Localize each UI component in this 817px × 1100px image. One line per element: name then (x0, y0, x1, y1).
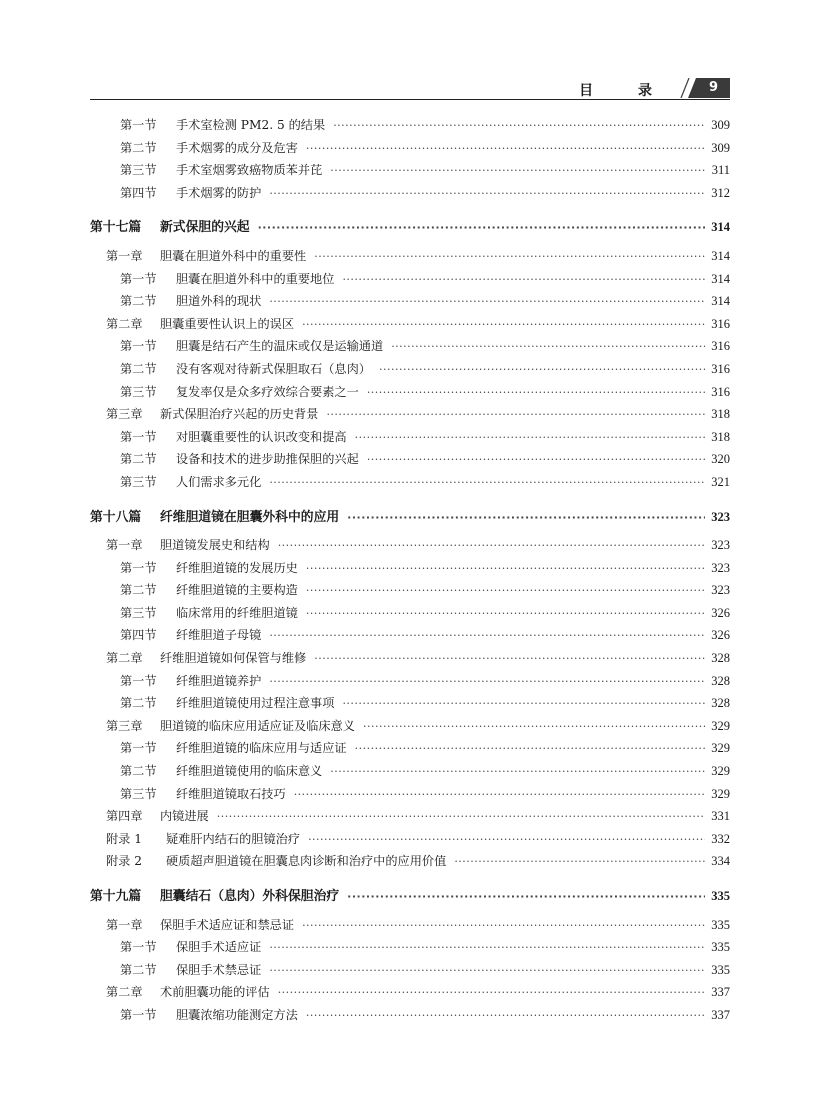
toc-section-entry[interactable] (90, 114, 730, 137)
toc-entry-page: 323 (711, 538, 730, 553)
toc-entry-number: 第一节 (120, 940, 157, 955)
page-number: 9 (708, 80, 718, 95)
toc-entry-page: 323 (711, 509, 730, 524)
toc-entry-title: 纤维胆道镜的发展历史 (176, 560, 298, 575)
toc-entry-label (106, 981, 270, 1004)
toc-entry-page: 323 (711, 560, 730, 575)
toc-entry-page: 314 (711, 220, 730, 235)
toc-entry-title: 保胆手术适应证和禁忌证 (160, 917, 295, 932)
toc-entry-title: 疑难肝内结石的胆镜治疗 (166, 831, 301, 846)
toc-entry-page: 314 (711, 248, 730, 263)
toc-entry-page: 328 (711, 673, 730, 688)
toc-entry-title: 胆道镜的临床应用适应证及临床意义 (160, 718, 355, 733)
toc-entry-number: 第一章 (106, 248, 143, 263)
toc-entry-label (120, 268, 334, 291)
dot-leader (269, 960, 705, 983)
toc-section-entry[interactable] (90, 426, 730, 449)
dot-leader (306, 1005, 705, 1028)
toc-entry-page: 323 (711, 583, 730, 598)
toc-entry-title: 新式保胆的兴起 (160, 220, 250, 236)
toc-entry-label (120, 159, 322, 182)
dot-leader (326, 404, 705, 427)
toc-entry-page: 328 (711, 651, 730, 666)
toc-entry-number: 第一节 (120, 118, 157, 132)
dot-leader (269, 625, 705, 648)
toc-section-entry[interactable] (90, 137, 730, 160)
toc-entry-label (106, 715, 355, 738)
toc-entry-label (106, 403, 318, 426)
toc-entry-page: 320 (711, 452, 730, 467)
toc-entry-number: 第二节 (120, 452, 157, 467)
toc-part-entry[interactable] (90, 506, 730, 529)
toc-entry-number: 第一节 (120, 741, 157, 756)
toc-entry-title: 硬质超声胆道镜在胆囊息肉诊断和治疗中的应用价值 (166, 854, 447, 869)
toc-entry-label (120, 557, 298, 580)
dot-leader (294, 784, 706, 807)
toc-section-entry[interactable] (90, 290, 730, 313)
toc-entry-number: 第二节 (120, 294, 157, 309)
toc-entry-number: 第一节 (120, 429, 157, 444)
toc-section-entry[interactable] (90, 783, 730, 806)
page-number-tab (678, 78, 730, 98)
toc-entry-label (120, 624, 261, 647)
toc-entry-page: 329 (711, 741, 730, 756)
toc-entry-number: 附录 2 (106, 854, 143, 869)
toc-chapter-entry[interactable] (90, 647, 730, 670)
dot-leader (342, 269, 705, 292)
toc-entry-title: 纤维胆道子母镜 (176, 628, 262, 643)
toc-entry-label (120, 426, 347, 449)
toc-entry-page: 329 (711, 718, 730, 733)
toc-entry-label (120, 448, 359, 471)
toc-entry-page: 316 (711, 384, 730, 399)
toc-entry-number: 第二节 (120, 583, 157, 598)
toc-entry-label (120, 471, 261, 494)
toc-entry-label (120, 290, 261, 313)
toc-entry-title: 胆囊结石（息肉）外科保胆治疗 (160, 889, 340, 904)
page-header (90, 78, 730, 100)
toc-entry-label (106, 313, 294, 336)
dot-leader (355, 738, 706, 761)
toc-entry-page: 309 (711, 118, 730, 132)
toc-entry-page: 328 (711, 696, 730, 711)
toc-entry-page: 316 (711, 339, 730, 354)
dot-leader (278, 535, 706, 558)
toc-entry-page: 326 (711, 605, 730, 620)
toc-entry-page: 316 (711, 361, 730, 376)
toc-entry-page: 335 (711, 917, 730, 932)
toc-entry-number: 第四章 (106, 809, 143, 824)
dot-leader (302, 314, 705, 337)
toc-entry-title: 纤维胆道镜养护 (176, 673, 262, 688)
dot-leader (269, 671, 705, 694)
toc-entry-title: 没有客观对待新式保胆取石（息肉） (176, 361, 371, 376)
dot-leader (306, 580, 705, 603)
toc-entry-title: 纤维胆道镜在胆囊外科中的应用 (160, 509, 340, 525)
toc-entry-label (120, 114, 325, 137)
toc-entry-number: 第二章 (106, 985, 143, 1000)
toc-entry-number: 第一章 (106, 538, 143, 553)
toc-entry-title: 纤维胆道镜使用的临床意义 (176, 764, 323, 779)
dot-leader (347, 886, 705, 909)
dot-leader (330, 761, 705, 784)
toc-entry-number: 第二节 (120, 140, 157, 155)
dot-leader (367, 382, 705, 405)
dot-leader (314, 648, 705, 671)
toc-entry-page: 335 (711, 889, 730, 903)
toc-entry-label (120, 137, 298, 160)
toc-entry-number: 附录 1 (106, 831, 143, 846)
dot-leader (269, 183, 705, 206)
toc-entry-title: 纤维胆道镜的主要构造 (176, 583, 298, 598)
dot-leader (306, 138, 705, 161)
toc-part-entry[interactable] (90, 885, 730, 908)
toc-entry-title: 手术烟雾的防护 (176, 185, 262, 200)
toc-entry-label (106, 647, 306, 670)
toc-chapter-entry[interactable] (90, 805, 730, 828)
toc-section-entry[interactable] (90, 335, 730, 358)
toc-entry-number: 第一节 (120, 339, 157, 354)
toc-section-entry[interactable] (90, 471, 730, 494)
toc-entry-label (120, 358, 371, 381)
toc-entry-number: 第二章 (106, 316, 143, 331)
dot-leader (269, 937, 705, 960)
dot-leader (217, 806, 706, 829)
toc-entry-label (120, 335, 383, 358)
dot-leader (379, 359, 705, 382)
toc-chapter-entry[interactable] (90, 245, 730, 268)
toc-entry-label (106, 914, 294, 937)
toc-entry-page: 329 (711, 786, 730, 801)
dot-leader (308, 829, 705, 852)
toc-chapter-entry[interactable] (90, 313, 730, 336)
toc-entry-page: 314 (711, 271, 730, 286)
toc-entry-title: 胆囊浓缩功能测定方法 (176, 1007, 298, 1022)
toc-entry-number: 第四节 (120, 628, 157, 643)
toc-entry-number: 第二节 (120, 361, 157, 376)
dot-leader (391, 336, 705, 359)
toc-chapter-entry[interactable] (90, 534, 730, 557)
toc-section-entry[interactable] (90, 182, 730, 205)
toc-entry-page: 337 (711, 985, 730, 1000)
toc-entry-title: 人们需求多元化 (176, 474, 262, 489)
toc-entry-title: 纤维胆道镜如何保管与维修 (160, 651, 307, 666)
toc-entry-label (120, 182, 261, 205)
toc-section-entry[interactable] (90, 602, 730, 625)
dot-leader (269, 472, 705, 495)
toc-appendix-entry[interactable] (90, 828, 730, 851)
toc-section-entry[interactable] (90, 760, 730, 783)
toc-section-entry[interactable] (90, 268, 730, 291)
dot-leader (330, 160, 705, 183)
toc-section-entry[interactable] (90, 557, 730, 580)
toc-entry-page: 337 (711, 1007, 730, 1022)
toc-entry-label (120, 579, 298, 602)
toc-entry-title: 手术室烟雾致癌物质苯并芘 (176, 163, 323, 178)
dot-leader (342, 693, 705, 716)
toc-entry-number: 第一章 (106, 917, 143, 932)
toc-entry-page: 329 (711, 764, 730, 779)
toc-section-entry[interactable] (90, 1004, 730, 1027)
toc-entry-title: 胆囊在胆道外科中的重要地位 (176, 271, 335, 286)
toc-section-entry[interactable] (90, 358, 730, 381)
toc-entry-number: 第一节 (120, 1007, 157, 1022)
toc-entry-number: 第三章 (106, 718, 143, 733)
toc-entry-number: 第四节 (120, 185, 157, 200)
toc-entry-title: 术前胆囊功能的评估 (160, 985, 270, 1000)
dot-leader (347, 507, 705, 530)
toc-entry-number: 第二节 (120, 962, 157, 977)
toc-entry-number: 第三节 (120, 605, 157, 620)
toc-entry-page: 316 (711, 316, 730, 331)
toc-entry-label (120, 381, 359, 404)
toc-entry-page: 318 (711, 429, 730, 444)
toc-entry-page: 312 (711, 185, 730, 200)
toc-entry-label (90, 886, 339, 909)
toc-entry-number: 第十七篇 (90, 220, 142, 236)
toc-entry-label (90, 507, 339, 530)
toc-entry-page: 334 (711, 854, 730, 869)
toc-entry-title: 对胆囊重要性的认识改变和提高 (176, 429, 347, 444)
toc-entry-number: 第三节 (120, 786, 157, 801)
toc-entry-page: 309 (711, 140, 730, 155)
dot-leader (363, 716, 705, 739)
toc-entry-page: 335 (711, 940, 730, 955)
toc-entry-label (120, 602, 298, 625)
dot-leader (454, 851, 705, 874)
toc-entry-label (106, 850, 446, 873)
dot-leader (314, 246, 705, 269)
toc-section-entry[interactable] (90, 579, 730, 602)
toc-section-entry[interactable] (90, 624, 730, 647)
toc-entry-label (120, 670, 261, 693)
dot-leader (302, 915, 705, 938)
toc-entry-title: 纤维胆道镜取石技巧 (176, 786, 286, 801)
toc-entry-label (120, 959, 261, 982)
toc-entry-title: 新式保胆治疗兴起的历史背景 (160, 407, 319, 422)
dot-leader (306, 558, 705, 581)
toc-entry-title: 临床常用的纤维胆道镜 (176, 605, 298, 620)
toc-entry-page: 335 (711, 962, 730, 977)
toc-appendix-entry[interactable] (90, 850, 730, 873)
toc-entry-title: 胆囊重要性认识上的误区 (160, 316, 295, 331)
toc-section-entry[interactable] (90, 381, 730, 404)
toc-entry-page: 326 (711, 628, 730, 643)
toc-entry-label (120, 760, 322, 783)
toc-entry-title: 复发率仅是众多疗效综合要素之一 (176, 384, 359, 399)
toc-section-entry[interactable] (90, 448, 730, 471)
toc-entry-label (120, 783, 286, 806)
toc-entry-title: 保胆手术适应证 (176, 940, 262, 955)
dot-leader (258, 217, 706, 240)
toc-entry-number: 第三节 (120, 163, 157, 178)
toc-entry-label (106, 245, 306, 268)
header-rule (90, 99, 730, 100)
dot-leader (355, 427, 706, 450)
toc-section-entry[interactable] (90, 670, 730, 693)
toc-chapter-entry[interactable] (90, 715, 730, 738)
toc-entry-number: 第三章 (106, 407, 143, 422)
toc-entry-number: 第二章 (106, 651, 143, 666)
toc-entry-label (120, 737, 347, 760)
toc-chapter-entry[interactable] (90, 403, 730, 426)
toc-entry-page: 321 (711, 474, 730, 489)
toc-entry-title: 纤维胆道镜使用过程注意事项 (176, 696, 335, 711)
toc-section-entry[interactable] (90, 936, 730, 959)
toc-entry-title: 内镜进展 (160, 809, 209, 824)
dot-leader (269, 291, 705, 314)
toc-section-entry[interactable] (90, 959, 730, 982)
toc-entry-page: 318 (711, 407, 730, 422)
toc-entry-number: 第三节 (120, 474, 157, 489)
toc-entry-number: 第二节 (120, 764, 157, 779)
toc-entry-number: 第一节 (120, 673, 157, 688)
toc-entry-label (106, 828, 300, 851)
toc-entry-title: 胆道镜发展史和结构 (160, 538, 270, 553)
toc-entry-title: 保胆手术禁忌证 (176, 962, 262, 977)
toc-entry-label (120, 1004, 298, 1027)
toc-section-entry[interactable] (90, 737, 730, 760)
toc-chapter-entry[interactable] (90, 981, 730, 1004)
toc-entry-page: 314 (711, 294, 730, 309)
toc-entry-title: 胆囊在胆道外科中的重要性 (160, 248, 307, 263)
toc-chapter-entry[interactable] (90, 914, 730, 937)
toc-entry-page: 331 (711, 809, 730, 824)
toc-entry-label (120, 692, 334, 715)
toc-entry-number: 第十八篇 (90, 509, 142, 525)
toc-entry-label (120, 936, 261, 959)
toc-entry-label (106, 805, 209, 828)
toc-entry-number: 第三节 (120, 384, 157, 399)
toc-section-entry[interactable] (90, 159, 730, 182)
toc-entry-number: 第二节 (120, 696, 157, 711)
toc-entry-number: 第一节 (120, 271, 157, 286)
table-of-contents (90, 114, 730, 1027)
toc-entry-label (90, 217, 250, 240)
toc-entry-title: 纤维胆道镜的临床应用与适应证 (176, 741, 347, 756)
toc-section-entry[interactable] (90, 692, 730, 715)
toc-part-entry[interactable] (90, 216, 730, 239)
toc-entry-title: 胆道外科的现状 (176, 294, 262, 309)
toc-entry-number: 第一节 (120, 560, 157, 575)
toc-entry-page: 332 (711, 831, 730, 846)
dot-leader (367, 449, 705, 472)
header-title: 目 录 (579, 83, 672, 99)
toc-entry-title: 设备和技术的进步助推保胆的兴起 (176, 452, 359, 467)
dot-leader (278, 982, 706, 1005)
toc-entry-page: 311 (711, 163, 730, 178)
toc-entry-label (106, 534, 270, 557)
toc-entry-title: 手术室检测 PM2. 5 的结果 (176, 118, 326, 132)
dot-leader (306, 603, 705, 626)
toc-entry-title: 胆囊是结石产生的温床或仅是运输通道 (176, 339, 384, 354)
dot-leader (333, 115, 705, 138)
toc-entry-number: 第十九篇 (90, 889, 142, 904)
toc-entry-title: 手术烟雾的成分及危害 (176, 140, 298, 155)
